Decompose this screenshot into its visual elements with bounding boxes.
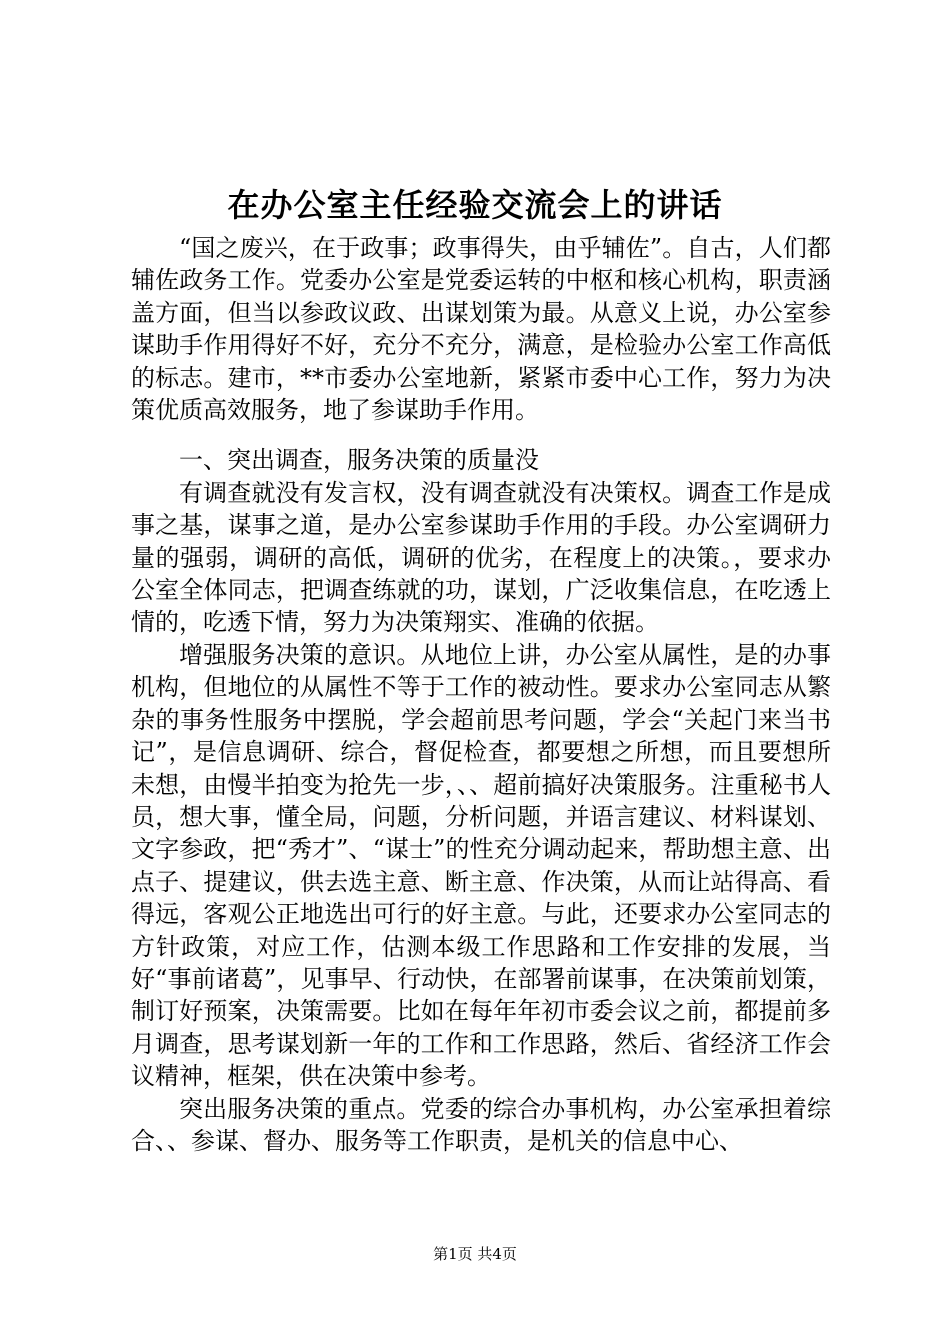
section-heading: 一、突出调查，服务决策的质量没 xyxy=(179,446,539,475)
paragraph-investigation: 有调查就没有发言权，没有调查就没有决策权。调查工作是成事之基，谋事之道，是办公室参谋助手作用的手段。办公室调研力量的强弱，调研的高低，调研的优劣，在程度上的决策。，要求办公室全体同志，把调查练就的功，谋划，广泛收集信息，在吃透上情的，吃透下情，努力为决策翔实、准确的依据。 xyxy=(131,478,831,637)
document-title: 在办公室主任经验交流会上的讲话 xyxy=(227,186,723,224)
document-body xyxy=(131,232,831,1157)
paragraph-focus: 突出服务决策的重点。党委的综合办事机构，办公室承担着综合、、参谋、督办、服务等工作职责，是机关的信息中心、 xyxy=(131,1094,831,1155)
paragraph-intro: “国之废兴，在于政事；政事得失，由乎辅佐”。自古，人们都辅佐政务工作。党委办公室是党委运转的中枢和核心机构，职责涵盖方面，但当以参政议政、出谋划策为最。从意义上说，办公室参谋助手作用得好不好，充分不充分，满意，是检验办公室工作高低的标志。建市，**市委办公室地新，紧紧市委中心工作，努力为决策优质高效服务，地了参谋助手作用。 xyxy=(131,234,831,425)
paragraph-awareness: 增强服务决策的意识。从地位上讲，办公室从属性，是的办事机构，但地位的从属性不等于工作的被动性。要求办公室同志从繁杂的事务性服务中摆脱，学会超前思考问题，学会“关起门来当书记”，是信息调研、综合，督促检查，都要想之所想，而且要想所未想，由慢半拍变为抢先一步，、、超前搞好决策服务。注重秘书人员，想大事，懂全局，问题，分析问题，并语言建议、材料谋划、文字参政，把“秀才”、“谋士”的性充分调动起来，帮助想主意、出点子、提建议，供去选主意、断主意、作决策，从而让站得高、看得远，客观公正地选出可行的好主意。与此，还要求办公室同志的方针政策，对应工作，估测本级工作思路和工作安排的发展，当好“事前诸葛”，见事早、行动快，在部署前谋事，在决策前划策，制订好预案，决策需要。比如在每年年初市委会议之前，都提前多月调查，思考谋划新一年的工作和工作思路，然后、省经济工作会议精神，框架，供在决策中参考。 xyxy=(131,640,831,1091)
page-number: 第1页 共4页 xyxy=(433,1245,517,1263)
